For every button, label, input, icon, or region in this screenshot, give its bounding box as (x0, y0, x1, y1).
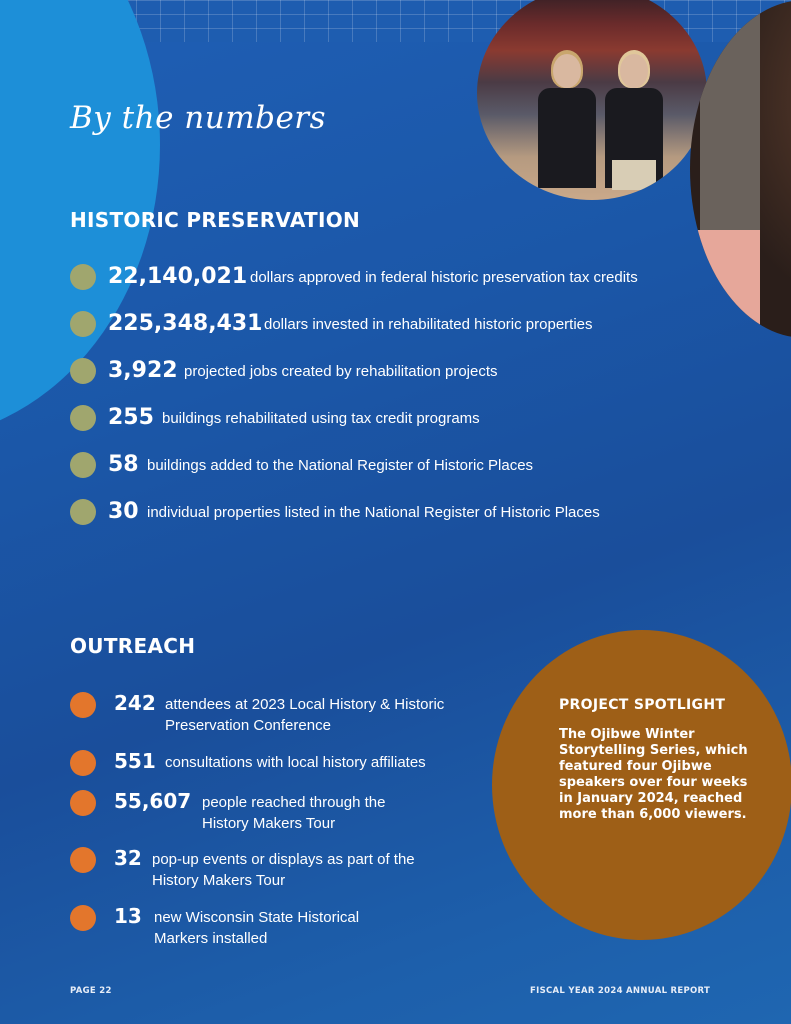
stat-description-line2: Preservation Conference (165, 717, 331, 734)
stat-description: projected jobs created by rehabilitation projects (184, 363, 498, 380)
stat-number: 32 (114, 846, 142, 870)
stat-number: 255 (108, 405, 154, 430)
stat-description-line1: people reached through the (202, 794, 386, 811)
stat-number: 242 (114, 691, 156, 715)
page-number: PAGE 22 (70, 986, 112, 996)
stat-description: individual properties listed in the National Register of Historic Places (147, 504, 600, 521)
bullet-dot-icon (70, 750, 96, 776)
bullet-dot-icon (70, 847, 96, 873)
stat-number: 58 (108, 452, 139, 477)
stat-description (152, 849, 482, 891)
photo-person-curly-hair (690, 0, 791, 338)
bullet-dot-icon (70, 790, 96, 816)
stat-description-line1: pop-up events or displays as part of the (152, 851, 415, 868)
bullet-dot-icon (70, 499, 96, 525)
bullet-dot-icon (70, 405, 96, 431)
stat-description (154, 907, 454, 949)
bullet-dot-icon (70, 358, 96, 384)
stat-description (165, 752, 505, 773)
outreach-heading: OUTREACH (70, 634, 196, 658)
bullet-dot-icon (70, 692, 96, 718)
bullet-dot-icon (70, 452, 96, 478)
bullet-dot-icon (70, 905, 96, 931)
stat-description-line1: new Wisconsin State Historical (154, 909, 360, 926)
project-spotlight-title: PROJECT SPOTLIGHT (559, 697, 726, 713)
stat-number: 55,607 (114, 789, 192, 813)
stat-description: dollars invested in rehabilitated historic properties (264, 316, 593, 333)
stat-description-line2: History Makers Tour (202, 815, 336, 832)
stat-description: buildings rehabilitated using tax credit programs (162, 410, 480, 427)
stat-description (202, 792, 502, 834)
report-title: FISCAL YEAR 2024 ANNUAL REPORT (530, 986, 711, 996)
stat-number: 225,348,431 (108, 311, 263, 336)
stat-number: 30 (108, 499, 139, 524)
stat-description-line1: attendees at 2023 Local History & Historic (165, 696, 445, 713)
bullet-dot-icon (70, 311, 96, 337)
stat-number: 551 (114, 749, 156, 773)
stat-description: dollars approved in federal historic preservation tax credits (250, 269, 638, 286)
stat-number: 22,140,021 (108, 264, 248, 289)
stat-description-line2: Markers installed (154, 930, 268, 947)
stat-number: 3,922 (108, 358, 178, 383)
page-script-title: By the numbers (70, 100, 327, 136)
person-right (599, 50, 669, 200)
stat-description (165, 694, 505, 736)
historic-preservation-heading: HISTORIC PRESERVATION (70, 208, 361, 232)
project-spotlight-body: The Ojibwe Winter Storytelling Series, which featured four Ojibwe speakers over four weeks in January 2024, reached more than 6,000 viewers. (559, 727, 748, 822)
person-left (532, 50, 602, 200)
photo-two-girls-with-medals (477, 0, 707, 200)
stat-number: 13 (114, 904, 142, 928)
bullet-dot-icon (70, 264, 96, 290)
stat-description-line2: History Makers Tour (152, 872, 286, 889)
stat-description: buildings added to the National Register of Historic Places (147, 457, 534, 474)
stat-description-line1: consultations with local history affiliates (165, 754, 426, 771)
